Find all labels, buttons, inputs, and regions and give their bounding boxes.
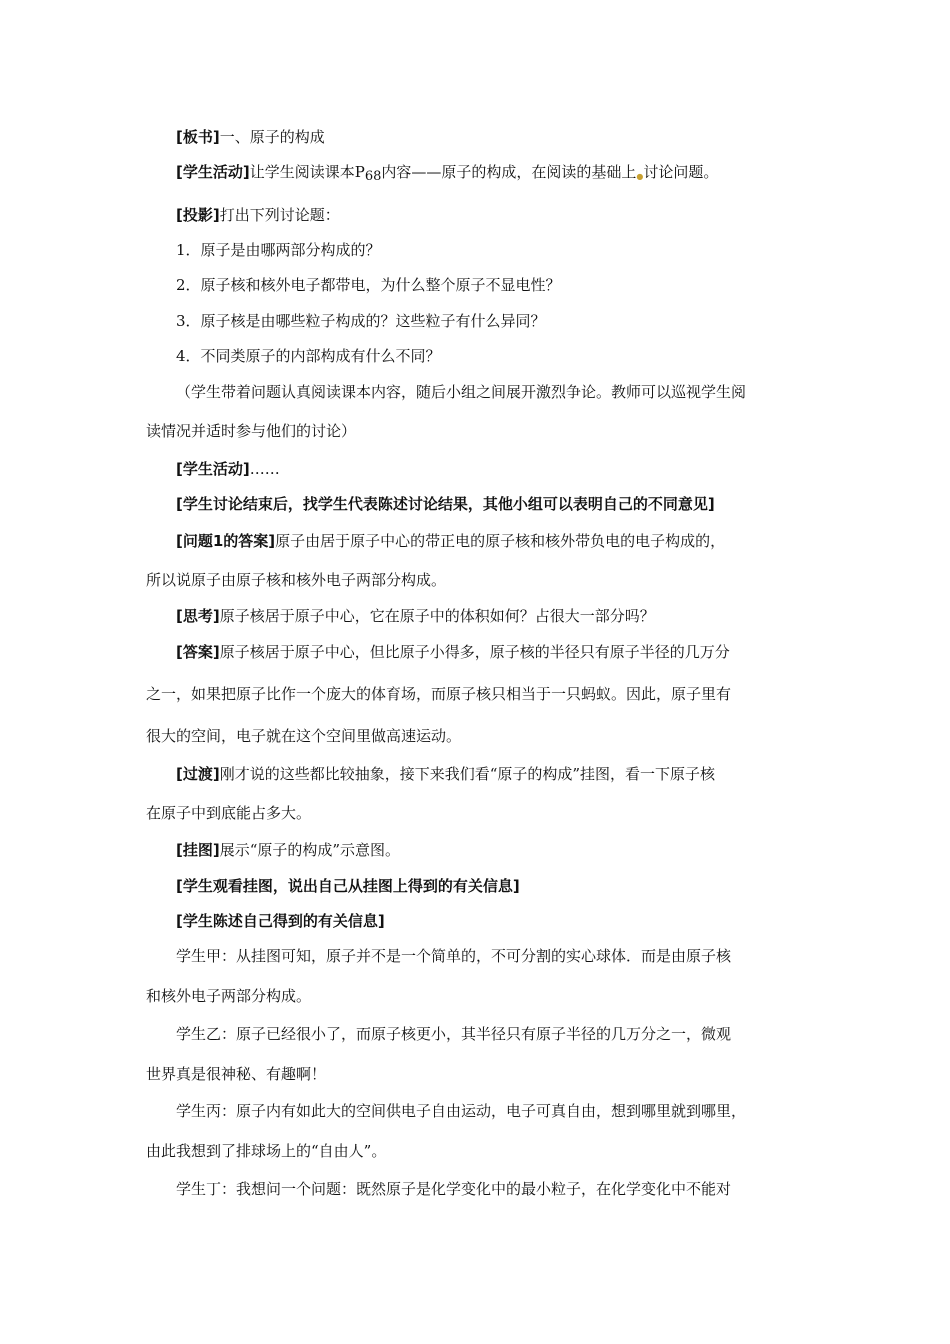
line-text: 原子由居于原子中心的带正电的原子核和核外带负电的电子构成的， [275, 532, 726, 550]
line-text: 由此我想到了排球场上的“自由人”。 [146, 1142, 387, 1160]
question-text: 1．原子是由哪两部分构成的？ [176, 241, 381, 259]
line-text: 学生甲：从挂图可知，原子并不是一个简单的，不可分割的实心球体．而是由原子核 [176, 947, 732, 965]
tag-label: [学生活动] [176, 460, 250, 478]
paragraph-line [176, 381, 816, 403]
bold-heading-line [176, 910, 816, 932]
tag-label: [板书] [176, 128, 220, 146]
line-text: 学生丁：我想问一个问题：既然原子是化学变化中的最小粒子，在化学变化中不能对 [176, 1180, 732, 1198]
stray-dot-mark: ● [636, 172, 644, 181]
line-text: 内容——原子的构成，在阅读的基础上 [381, 163, 637, 181]
paragraph-line [146, 985, 816, 1007]
line-text: 学生丙：原子内有如此大的空间供电子自由运动，电子可真自由，想到哪里就到哪里， [176, 1102, 747, 1120]
thinking-line [176, 605, 816, 627]
student-activity-line [176, 458, 816, 480]
paragraph-line [146, 802, 816, 824]
blackboard-line [176, 126, 816, 148]
line-text: 很大的空间，电子就在这个空间里做高速运动。 [146, 727, 462, 745]
answer-line [176, 530, 816, 552]
question-text: 2．原子核和核外电子都带电，为什么整个原子不显电性？ [176, 276, 561, 294]
tag-label: [答案] [176, 643, 220, 661]
projection-line [176, 204, 816, 226]
student-activity-line [176, 161, 816, 188]
line-text: 之一，如果把原子比作一个庞大的体育场，而原子核只相当于一只蚂蚁。因此，原子里有 [146, 685, 732, 703]
tag-label: [思考] [176, 607, 220, 625]
line-text: 所以说原子由原子核和核外电子两部分构成。 [146, 571, 447, 589]
wall-chart-line [176, 839, 816, 861]
line-text: 一、原子的构成 [219, 128, 325, 146]
bold-heading: [学生讨论结束后，找学生代表陈述讨论结果，其他小组可以表明自己的不同意见] [176, 495, 715, 513]
line-text: （学生带着问题认真阅读课本内容，随后小组之间展开激烈争论。教师可以巡视学生阅 [176, 383, 747, 401]
question-text: 4．不同类原子的内部构成有什么不同？ [176, 347, 441, 365]
line-text: 刚才说的这些都比较抽象，接下来我们看“原子的构成”挂图，看一下原子核 [219, 765, 716, 783]
paragraph-line [146, 569, 816, 591]
answer-line [176, 641, 816, 663]
line-text: 原子核居于原子中心，它在原子中的体积如何？占很大一部分吗？ [219, 607, 655, 625]
bold-heading: [学生陈述自己得到的有关信息] [176, 912, 385, 930]
line-text: 在原子中到底能占多大。 [146, 804, 312, 822]
line-text: 让学生阅读课本P [249, 163, 365, 181]
question-text: 3．原子核是由哪些粒子构成的？这些粒子有什么异同？ [176, 312, 546, 330]
paragraph-line [146, 1140, 816, 1162]
tag-label: [过渡] [176, 765, 220, 783]
question-item [176, 310, 816, 332]
line-text: 和核外电子两部分构成。 [146, 987, 312, 1005]
paragraph-line [146, 420, 816, 442]
paragraph-line [146, 1063, 816, 1085]
student-statement [176, 945, 816, 967]
student-statement [176, 1100, 816, 1122]
line-text: 展示“原子的构成”示意图。 [219, 841, 401, 859]
student-statement [176, 1023, 816, 1045]
line-text: 原子核居于原子中心，但比原子小得多，原子核的半径只有原子半径的几万分 [219, 643, 730, 661]
question-item [176, 239, 816, 261]
line-text: 讨论问题。 [643, 163, 719, 181]
tag-label: [问题1的答案] [176, 532, 276, 550]
question-item [176, 345, 816, 367]
line-text: …… [249, 460, 280, 478]
line-text: 学生乙：原子已经很小了，而原子核更小，其半径只有原子半径的几万分之一，微观 [176, 1025, 732, 1043]
line-text: 世界真是很神秘、有趣啊！ [146, 1065, 327, 1083]
paragraph-line [146, 725, 816, 747]
question-item [176, 274, 816, 296]
paragraph-line [146, 683, 816, 705]
tag-label: [投影] [176, 206, 220, 224]
line-text: 打出下列讨论题： [219, 206, 340, 224]
bold-heading-line [176, 875, 816, 897]
bold-heading-line [176, 493, 816, 515]
transition-line [176, 763, 816, 785]
line-text: 读情况并适时参与他们的讨论） [146, 422, 357, 440]
bold-heading: [学生观看挂图，说出自己从挂图上得到的有关信息] [176, 877, 520, 895]
tag-label: [学生活动] [176, 163, 250, 181]
tag-label: [挂图] [176, 841, 220, 859]
page-subscript: 68 [364, 169, 382, 184]
student-statement [176, 1178, 816, 1200]
